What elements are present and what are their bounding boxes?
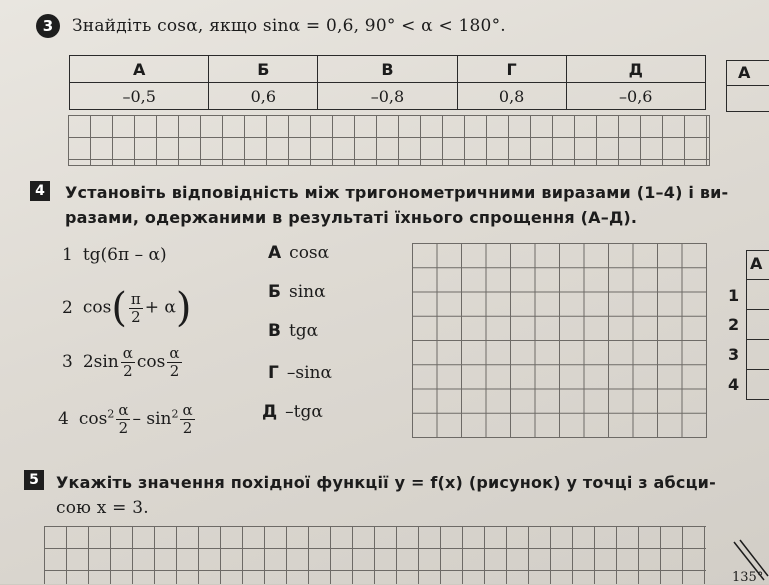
two-denominator: 2	[182, 419, 193, 437]
expression-4-sin: – sin	[132, 409, 172, 429]
expression-3	[62, 345, 184, 380]
option-g-value: 0,8	[457, 83, 566, 110]
matrix-divider-3	[746, 339, 769, 340]
task-4-matrix-row-2: 2	[728, 315, 740, 334]
option-a-header: А	[70, 56, 209, 83]
task-5-line-1: Укажіть значення похідної функції y = f(x) (рисунок) у точці з абсци-	[56, 473, 716, 492]
alpha-numerator: α	[118, 401, 129, 419]
answer-option-v	[268, 321, 318, 341]
two-denominator: 2	[123, 362, 133, 380]
answer-option-b-expr: sinα	[288, 282, 326, 302]
task-4-matrix-row-4: 4	[728, 375, 740, 394]
left-paren: (	[111, 285, 127, 331]
answer-option-d-expr: –tgα	[285, 402, 323, 422]
expression-4-fraction-1	[116, 402, 130, 437]
answer-option-b	[268, 282, 326, 302]
task-5-number: 5	[24, 470, 44, 490]
option-a-value: –0,5	[70, 83, 209, 110]
task-5-work-grid[interactable]	[44, 526, 706, 584]
option-d-value: –0,6	[566, 83, 705, 110]
expression-2-number: 2	[62, 297, 73, 318]
matrix-divider-4	[746, 369, 769, 370]
two-denominator: 2	[118, 419, 129, 437]
answer-option-b-letter: Б	[268, 282, 281, 302]
task-4-line-1: Установіть відповідність між тригонометричними виразами (1–4) і ви-	[65, 183, 729, 202]
square-exponent: 2	[107, 407, 115, 421]
task-4-number: 4	[30, 181, 50, 201]
expression-3-fraction-2	[167, 345, 181, 380]
expression-2-suffix: + α	[144, 297, 176, 318]
two-denominator: 2	[169, 362, 180, 380]
option-v-header: В	[318, 56, 457, 83]
corner-angle-mark: 135°	[732, 570, 764, 585]
task-5-line-2: сою x = 3.	[56, 498, 149, 518]
square-exponent: 2	[171, 407, 179, 421]
task-4-work-grid[interactable]	[412, 243, 707, 438]
answer-box-divider	[726, 85, 769, 86]
matrix-divider-2	[746, 309, 769, 310]
task-3-answer-box-label: А	[738, 63, 751, 82]
pi-numerator: π	[130, 289, 141, 308]
expression-3-fraction-1	[121, 345, 135, 380]
task-3-answer-table	[69, 55, 706, 110]
option-v-value: –0,8	[318, 83, 457, 110]
expression-3-number: 3	[62, 352, 73, 372]
expression-2	[62, 285, 192, 331]
expression-1-text: tg(6π – α)	[82, 245, 167, 265]
task-3-text: Знайдіть cosα, якщо sinα = 0,6, 90° < α < 180°.	[72, 16, 506, 36]
task-3-work-grid[interactable]	[68, 115, 710, 166]
expression-4-cos: cos	[78, 409, 108, 429]
task-4-matrix-row-3: 3	[728, 345, 740, 364]
expression-1-number: 1	[62, 245, 73, 265]
option-g-header: Г	[457, 56, 566, 83]
expression-4-number: 4	[58, 409, 69, 429]
task-4-matrix-header: А	[750, 254, 763, 273]
answer-option-g-letter: Г	[268, 363, 279, 383]
answer-option-d-letter: Д	[262, 402, 278, 422]
option-b-header: Б	[209, 56, 318, 83]
task-3-number: 3	[36, 14, 60, 38]
task-4-matrix-row-1: 1	[728, 286, 740, 305]
expression-3-sin: 2sin	[82, 352, 119, 372]
option-d-header: Д	[566, 56, 705, 83]
expression-4-fraction-2	[180, 402, 194, 437]
answer-option-a-expr: cosα	[289, 243, 330, 263]
task-4-line-2: разами, одержаними в результаті їхнього спрощення (А–Д).	[65, 208, 638, 227]
two-denominator: 2	[131, 307, 141, 326]
option-b-value: 0,6	[209, 83, 318, 110]
answer-option-a-letter: А	[268, 243, 282, 263]
answer-option-v-expr: tgα	[288, 321, 319, 341]
answer-option-g	[268, 363, 332, 383]
expression-2-cos: cos	[82, 297, 112, 318]
answer-option-d	[262, 402, 323, 422]
expression-1	[62, 245, 167, 265]
answer-option-g-expr: –sinα	[286, 363, 332, 383]
expression-2-fraction	[129, 291, 143, 326]
alpha-numerator: α	[182, 401, 193, 419]
alpha-numerator: α	[122, 344, 133, 362]
right-paren: )	[175, 285, 192, 331]
answer-option-v-letter: В	[268, 321, 281, 341]
expression-3-cos: cos	[136, 352, 166, 372]
answer-option-a	[268, 243, 329, 263]
expression-4	[58, 402, 197, 437]
matrix-divider-1	[746, 279, 769, 280]
alpha-numerator: α	[169, 344, 180, 362]
